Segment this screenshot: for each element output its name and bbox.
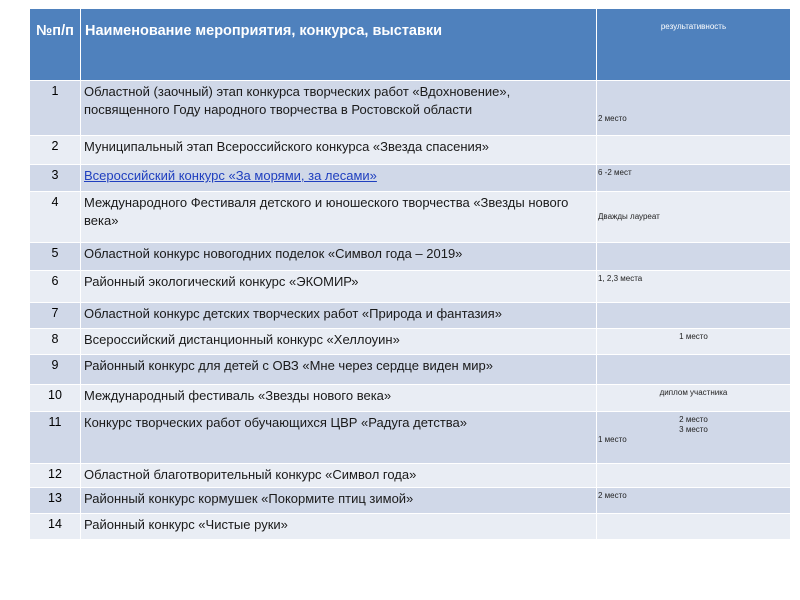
row-result <box>597 192 791 243</box>
result-text: 1 место <box>598 435 627 444</box>
row-result <box>597 243 791 271</box>
row-num: 9 <box>30 355 81 385</box>
table-row <box>30 514 791 540</box>
row-num: 10 <box>30 385 81 412</box>
table-row <box>30 192 791 243</box>
header-result: результативность <box>597 9 791 81</box>
row-name: Конкурс творческих работ обучающихся ЦВР «Радуга детства» <box>81 412 597 464</box>
row-result <box>597 271 791 303</box>
row-name: Районный конкурс кормушек «Покормите птиц зимой» <box>81 488 597 514</box>
header-name: Наименование мероприятия, конкурса, выставки <box>81 9 597 81</box>
row-name: Районный экологический конкурс «ЭКОМИР» <box>81 271 597 303</box>
row-num: 6 <box>30 271 81 303</box>
table-row <box>30 243 791 271</box>
table-row <box>30 136 791 165</box>
table-row <box>30 488 791 514</box>
row-result <box>597 136 791 165</box>
row-result <box>597 412 791 464</box>
row-name: Районный конкурс для детей с ОВЗ «Мне через сердце виден мир» <box>81 355 597 385</box>
row-result <box>597 464 791 488</box>
table-row <box>30 303 791 329</box>
table-row <box>30 165 791 192</box>
row-num: 14 <box>30 514 81 540</box>
row-name: Районный конкурс «Чистые руки» <box>81 514 597 540</box>
row-result <box>597 165 791 192</box>
row-result <box>597 329 791 355</box>
row-result <box>597 303 791 329</box>
row-name: Международный фестиваль «Звезды нового века» <box>81 385 597 412</box>
row-name <box>81 165 597 192</box>
row-result <box>597 385 791 412</box>
row-result <box>597 355 791 385</box>
table-row <box>30 329 791 355</box>
row-num: 8 <box>30 329 81 355</box>
row-name: Областной конкурс новогодних поделок «Символ года – 2019» <box>81 243 597 271</box>
row-num: 7 <box>30 303 81 329</box>
row-name: Областной благотворительный конкурс «Символ года» <box>81 464 597 488</box>
table-row <box>30 385 791 412</box>
events-table <box>29 8 791 540</box>
row-num: 12 <box>30 464 81 488</box>
result-text: 2 место <box>598 114 627 123</box>
row-name: Областной (заочный) этап конкурса творческих работ «Вдохновение», посвященного Году народного творчества в Ростовской области <box>81 81 597 136</box>
event-link[interactable]: Всероссийский конкурс «За морями, за лесами» <box>84 168 377 183</box>
row-num: 4 <box>30 192 81 243</box>
table-row <box>30 355 791 385</box>
result-text: 1 место <box>679 332 708 341</box>
row-name: Муниципальный этап Всероссийского конкурса «Звезда спасения» <box>81 136 597 165</box>
result-text: 1, 2,3 места <box>598 274 643 283</box>
result-text: 2 место <box>679 415 708 424</box>
row-num: 11 <box>30 412 81 464</box>
row-name: Всероссийский дистанционный конкурс «Хеллоуин» <box>81 329 597 355</box>
table-row <box>30 464 791 488</box>
row-num: 1 <box>30 81 81 136</box>
result-text: 3 место <box>679 425 708 434</box>
row-num: 5 <box>30 243 81 271</box>
table-row <box>30 81 791 136</box>
row-result <box>597 514 791 540</box>
row-name: Международного Фестиваля детского и юношеского творчества «Звезды нового века» <box>81 192 597 243</box>
result-text: Дважды лауреат <box>598 212 660 221</box>
header-num: №п/п <box>30 9 81 81</box>
row-name: Областной конкурс детских творческих работ «Природа и фантазия» <box>81 303 597 329</box>
row-num: 13 <box>30 488 81 514</box>
row-result <box>597 81 791 136</box>
header-row <box>30 9 791 81</box>
row-num: 2 <box>30 136 81 165</box>
result-text: 2 место <box>598 491 627 500</box>
table-row <box>30 412 791 464</box>
result-text: 6 -2 мест <box>598 168 632 177</box>
row-num: 3 <box>30 165 81 192</box>
table-row <box>30 271 791 303</box>
result-text: диплом участника <box>659 388 728 397</box>
row-result <box>597 488 791 514</box>
